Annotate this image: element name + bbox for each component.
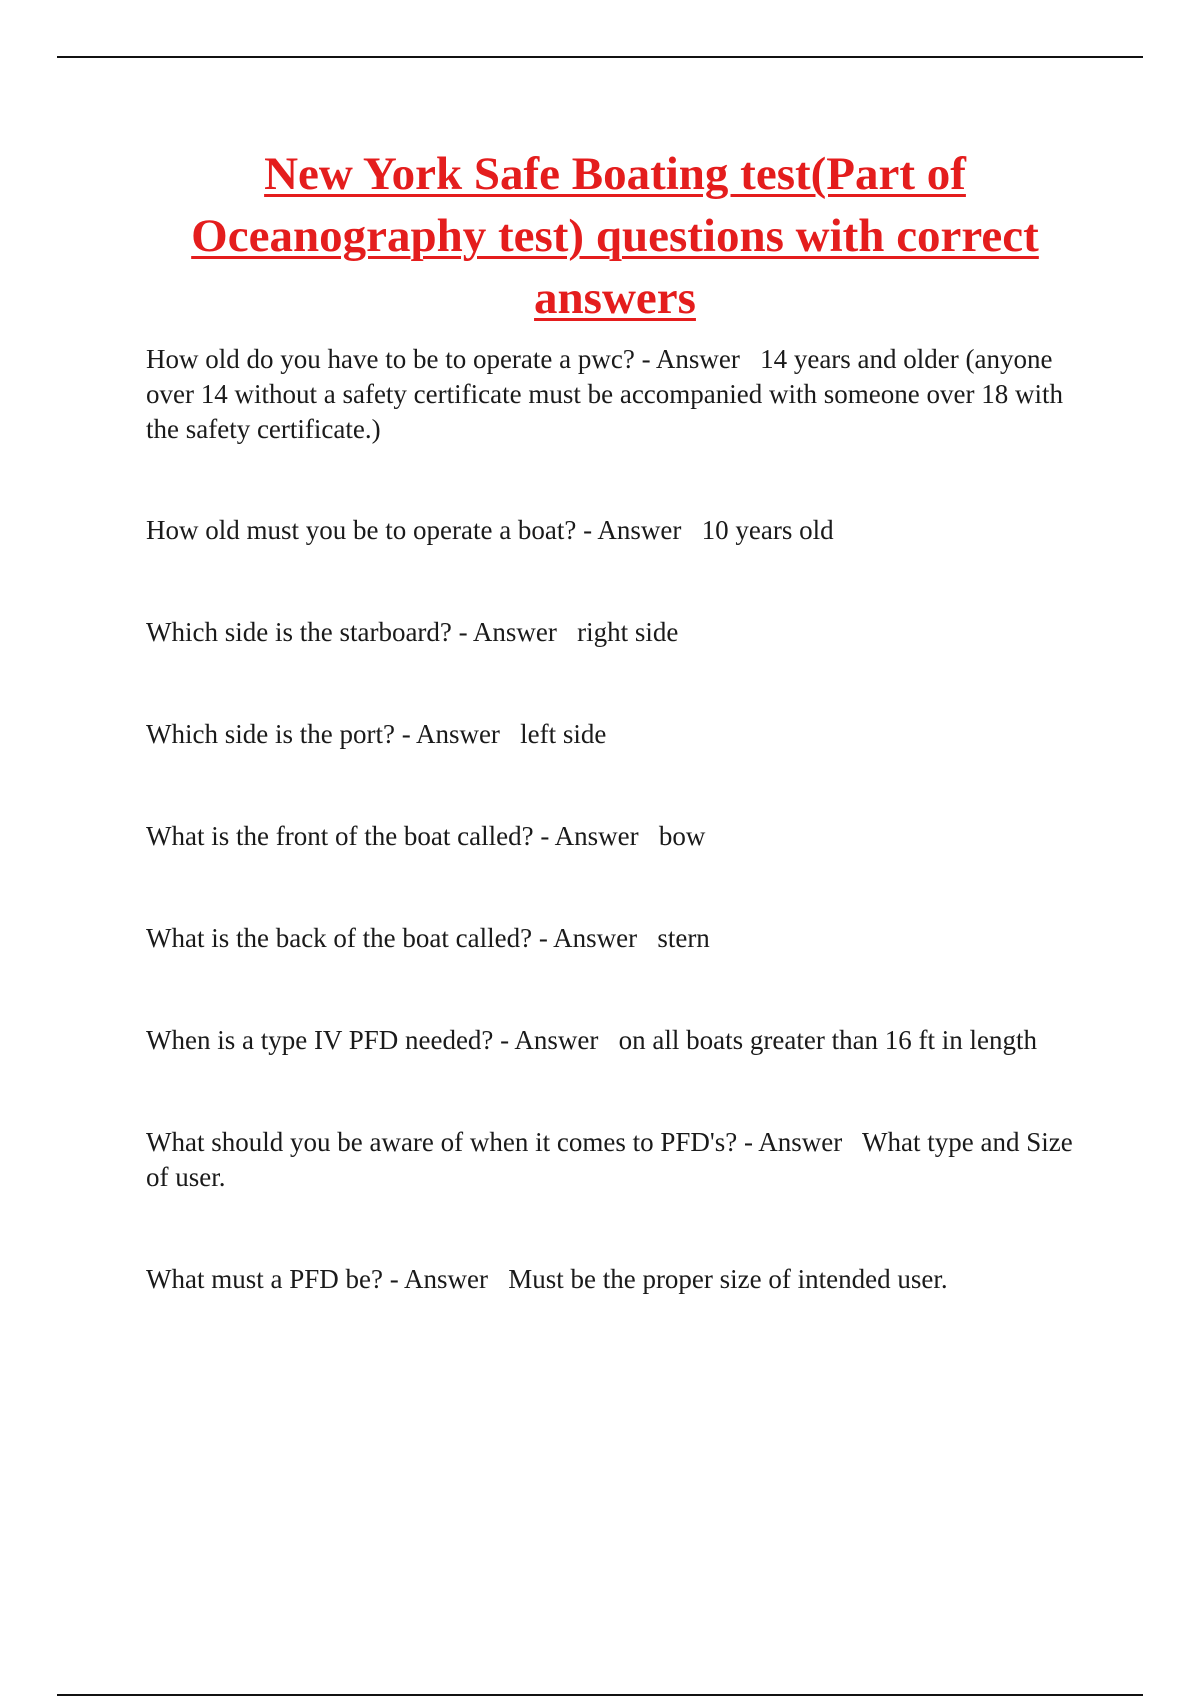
question-text: What is the back of the boat called? <box>146 923 533 953</box>
answer-text: right side <box>577 617 679 647</box>
answer-marker: - Answer <box>576 515 702 545</box>
question-text: What should you be aware of when it comes to PFD's? <box>146 1127 738 1157</box>
question-text: Which side is the starboard? <box>146 617 452 647</box>
document-title: New York Safe Boating test(Part of Oceanography test) questions with correct answers <box>191 148 1039 324</box>
answer-marker: - Answer <box>634 344 761 374</box>
qa-item <box>146 1262 1086 1297</box>
answer-text: bow <box>658 821 706 851</box>
answer-marker: - Answer <box>737 1127 862 1157</box>
question-text: What must a PFD be? <box>146 1264 383 1294</box>
qa-item <box>146 513 1086 548</box>
qa-item <box>146 717 1086 752</box>
answer-text: 10 years old <box>701 515 834 545</box>
question-text: Which side is the port? <box>146 719 395 749</box>
qa-item <box>146 921 1086 956</box>
question-text: When is a type IV PFD needed? <box>146 1025 494 1055</box>
answer-marker: - Answer <box>451 617 578 647</box>
qa-list <box>146 342 1086 1297</box>
answer-text: stern <box>657 923 710 953</box>
answer-text: on all boats greater than 16 ft in length <box>618 1025 1038 1055</box>
question-text: What is the front of the boat called? <box>146 821 534 851</box>
answer-text: 14 years and older (anyone over 14 without a safety certificate must be accompanied with someone over 18 with the safety certificate.) <box>146 344 1063 444</box>
qa-item <box>146 342 1086 447</box>
bottom-rule <box>57 1694 1143 1696</box>
qa-item <box>146 1023 1086 1058</box>
qa-item <box>146 819 1086 854</box>
question-text: How old must you be to operate a boat? <box>146 515 577 545</box>
answer-marker: - Answer <box>394 719 521 749</box>
top-rule <box>57 56 1143 58</box>
question-text: How old do you have to be to operate a pwc? <box>146 344 635 374</box>
qa-item <box>146 615 1086 650</box>
answer-marker: - Answer <box>533 821 659 851</box>
answer-text: Must be the proper size of intended user. <box>508 1264 948 1294</box>
qa-item <box>146 1125 1086 1195</box>
answer-text: What type and Size of user. <box>146 1127 1073 1192</box>
answer-marker: - Answer <box>382 1264 509 1294</box>
answer-marker: - Answer <box>493 1025 619 1055</box>
answer-marker: - Answer <box>532 923 658 953</box>
answer-text: left side <box>520 719 607 749</box>
